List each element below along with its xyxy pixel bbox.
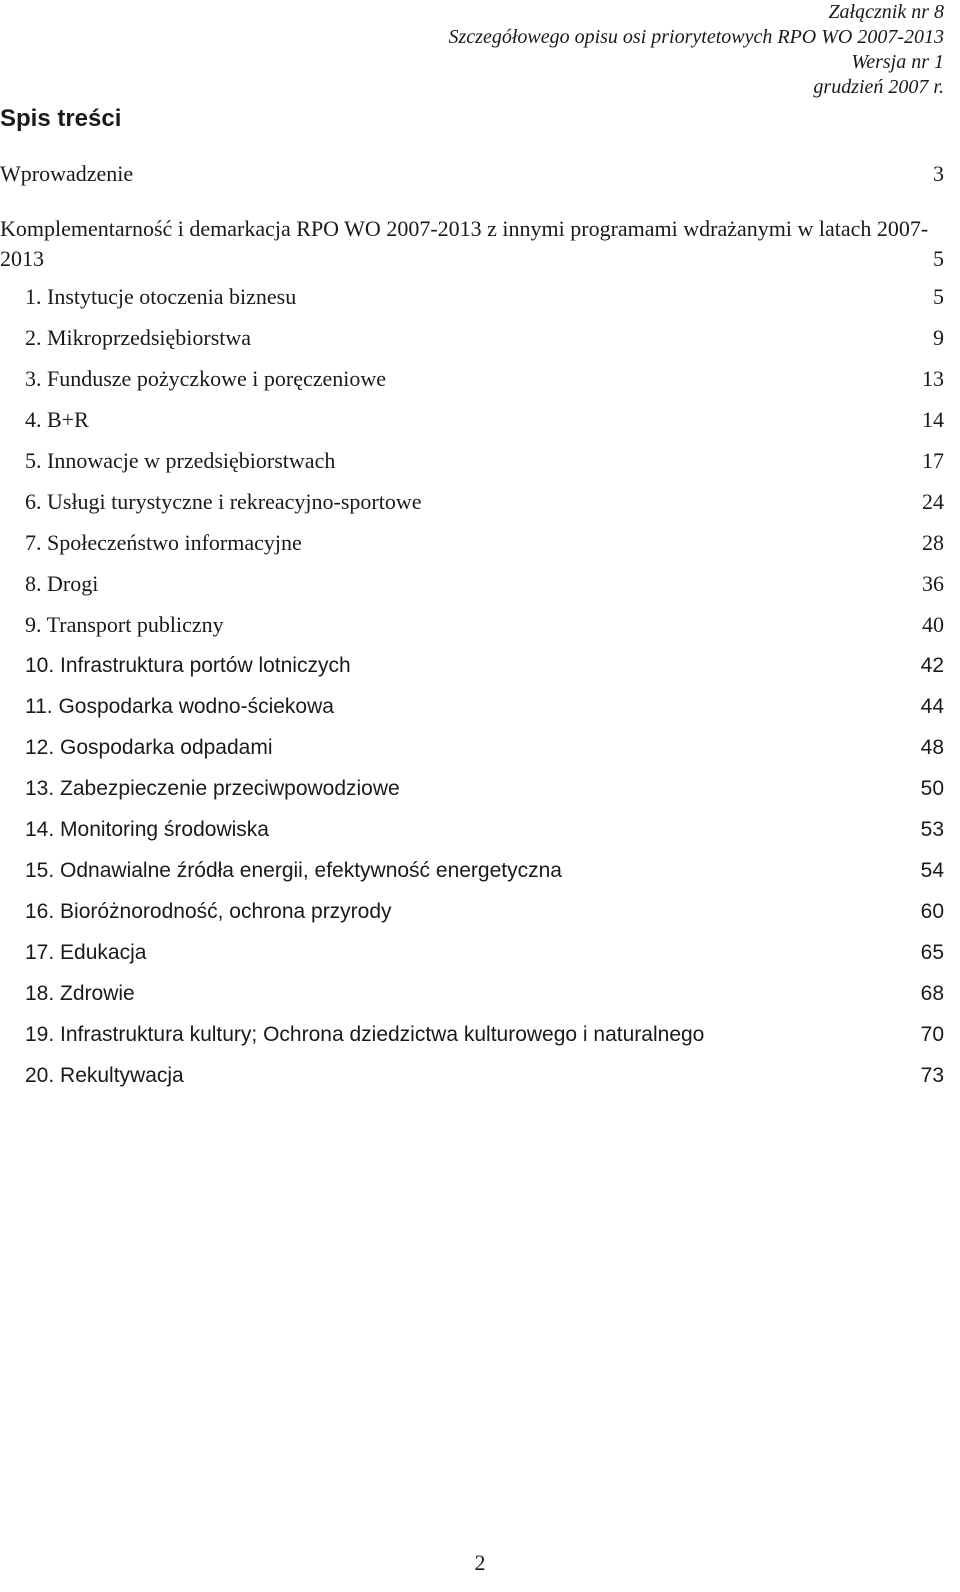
toc-entry-label: 4. B+R <box>25 407 89 432</box>
toc-entry-page: 17 <box>922 448 944 473</box>
toc-entry-label: 18. Zdrowie <box>25 982 135 1005</box>
toc-entry-label: Komplementarność i demarkacja RPO WO 2007-2013 z innymi programami wdrażanymi w latach 2007-2013 <box>0 216 929 271</box>
toc-entry[interactable] <box>0 446 944 476</box>
toc-entry[interactable] <box>0 610 944 640</box>
toc-entry-label: 17. Edukacja <box>25 941 147 964</box>
toc-entry-page: 48 <box>920 736 944 759</box>
toc-entry-label: 16. Bioróżnorodność, ochrona przyrody <box>25 900 392 923</box>
header-version-line: Wersja nr 1 <box>851 51 944 73</box>
toc-entry-label: 9. Transport publiczny <box>25 612 224 637</box>
toc-entry[interactable] <box>0 979 944 1009</box>
toc-entry-intro[interactable] <box>0 159 944 189</box>
toc-entry-page: 5 <box>933 246 944 271</box>
toc-entry-label: 14. Monitoring środowiska <box>25 818 269 841</box>
toc-entry-label: 15. Odnawialne źródła energii, efektywność energetyczna <box>25 859 562 882</box>
toc-entry-label: 11. Gospodarka wodno-ściekowa <box>25 695 334 718</box>
toc-entry-page: 60 <box>920 900 944 923</box>
toc-entry-page: 14 <box>922 407 944 432</box>
toc-entry-page: 54 <box>920 859 944 882</box>
toc-title: Spis treści <box>0 105 122 132</box>
header-annex-line: Załącznik nr 8 <box>828 1 944 23</box>
toc-entry[interactable] <box>0 692 944 722</box>
toc-entry[interactable] <box>0 1020 944 1050</box>
toc-entry[interactable] <box>0 897 944 927</box>
toc-entry-page: 13 <box>922 366 944 391</box>
toc-entry-page: 70 <box>920 1023 944 1046</box>
toc-entry-label: 8. Drogi <box>25 571 99 596</box>
toc-entry-page: 53 <box>920 818 944 841</box>
toc-entry-page: 50 <box>920 777 944 800</box>
toc-entry[interactable] <box>0 323 944 353</box>
toc-entry-page: 65 <box>920 941 944 964</box>
toc-entry-label: 12. Gospodarka odpadami <box>25 736 273 759</box>
toc-entry-label: 10. Infrastruktura portów lotniczych <box>25 654 351 677</box>
toc-entry-page: 42 <box>920 654 944 677</box>
toc-entry-page: 36 <box>922 571 944 596</box>
toc-entry[interactable] <box>0 856 944 886</box>
toc-entry-label: 5. Innowacje w przedsiębiorstwach <box>25 448 336 473</box>
toc-entry-label: Wprowadzenie <box>0 161 134 186</box>
toc-entry-page: 28 <box>922 530 944 555</box>
toc-entry-page: 3 <box>933 161 944 186</box>
toc-entry[interactable] <box>0 815 944 845</box>
header-date-line: grudzień 2007 r. <box>813 76 944 98</box>
toc-entry-label: 19. Infrastruktura kultury; Ochrona dziedzictwa kulturowego i naturalnego <box>25 1023 705 1046</box>
toc-entry[interactable] <box>0 282 944 312</box>
toc-entry-label: 7. Społeczeństwo informacyjne <box>25 530 302 555</box>
toc-entry-page: 24 <box>922 489 944 514</box>
toc-entry-label: 3. Fundusze pożyczkowe i poręczeniowe <box>25 366 387 391</box>
toc-entry-label: 13. Zabezpieczenie przeciwpowodziowe <box>25 777 400 800</box>
toc-entry[interactable] <box>0 364 944 394</box>
toc-entry-label: 6. Usługi turystyczne i rekreacyjno-sportowe <box>25 489 422 514</box>
toc-entry-label: 20. Rekultywacja <box>25 1064 184 1087</box>
page-number: 2 <box>474 1550 486 1575</box>
toc-entry-page: 68 <box>920 982 944 1005</box>
document-header <box>449 0 945 100</box>
toc-entry-page: 73 <box>920 1064 944 1087</box>
toc-entry[interactable] <box>0 405 944 435</box>
toc-entry[interactable] <box>0 528 944 558</box>
toc-entry-page: 40 <box>922 612 944 637</box>
toc-entry-complementarity[interactable] <box>0 214 944 274</box>
toc-entry-label: 2. Mikroprzedsiębiorstwa <box>25 325 252 350</box>
toc-entry[interactable] <box>0 487 944 517</box>
toc-entry-page: 9 <box>933 325 944 350</box>
toc-entry-label: 1. Instytucje otoczenia biznesu <box>25 284 297 309</box>
toc-entry[interactable] <box>0 733 944 763</box>
toc-entry[interactable] <box>0 1061 944 1091</box>
toc-entry[interactable] <box>0 938 944 968</box>
toc-entry-page: 5 <box>933 284 944 309</box>
toc-entry-page: 44 <box>920 695 944 718</box>
header-description-line: Szczegółowego opisu osi priorytetowych RPO WO 2007-2013 <box>448 26 944 48</box>
toc-entry[interactable] <box>0 774 944 804</box>
toc-entry[interactable] <box>0 651 944 681</box>
toc-entry[interactable] <box>0 569 944 599</box>
